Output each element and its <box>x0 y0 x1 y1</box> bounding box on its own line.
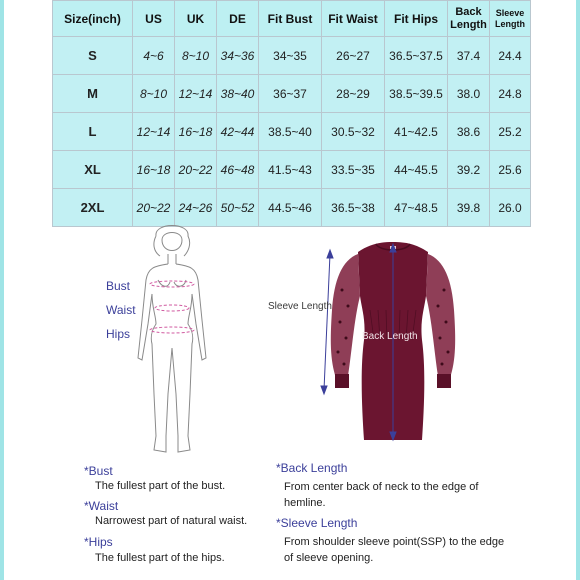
header-back-length: Back Length <box>448 1 490 37</box>
header-fit-waist: Fit Waist <box>322 1 385 37</box>
figure-label-waist: Waist <box>106 303 136 317</box>
table-header-row <box>53 1 531 37</box>
legend-sleeve-desc: From shoulder sleeve point(SSP) to the edge of sleeve opening. <box>284 536 505 564</box>
cell-size: 2XL <box>53 189 133 227</box>
size-chart-table <box>52 0 531 227</box>
cell-size: M <box>53 75 133 113</box>
cell-sleeve-length: 24.4 <box>490 37 531 75</box>
cell-uk: 16~18 <box>175 113 217 151</box>
legend-back-title: *Back Length <box>276 461 348 475</box>
cell-fit-waist: 30.5~32 <box>322 113 385 151</box>
legend-hips-title: *Hips <box>84 535 113 549</box>
cell-us: 8~10 <box>133 75 175 113</box>
cell-back-length: 38.0 <box>448 75 490 113</box>
cell-back-length: 37.4 <box>448 37 490 75</box>
cell-de: 46~48 <box>217 151 259 189</box>
cell-fit-waist: 33.5~35 <box>322 151 385 189</box>
cell-de: 50~52 <box>217 189 259 227</box>
cell-fit-waist: 28~29 <box>322 75 385 113</box>
table-row <box>53 113 531 151</box>
header-fit-bust: Fit Bust <box>259 1 322 37</box>
legend-bust-title: *Bust <box>84 464 113 478</box>
cell-de: 42~44 <box>217 113 259 151</box>
legend-waist-desc: Narrowest part of natural waist. <box>95 515 248 527</box>
cell-sleeve-length: 26.0 <box>490 189 531 227</box>
cell-fit-hips: 36.5~37.5 <box>385 37 448 75</box>
cell-size: S <box>53 37 133 75</box>
cell-fit-bust: 41.5~43 <box>259 151 322 189</box>
cell-uk: 8~10 <box>175 37 217 75</box>
right-edge-strip <box>576 0 580 580</box>
legend-waist-title: *Waist <box>84 499 119 513</box>
cell-de: 34~36 <box>217 37 259 75</box>
cell-fit-hips: 44~45.5 <box>385 151 448 189</box>
cell-us: 16~18 <box>133 151 175 189</box>
cell-fit-hips: 47~48.5 <box>385 189 448 227</box>
figure-label-bust: Bust <box>106 279 131 293</box>
cell-sleeve-length: 24.8 <box>490 75 531 113</box>
cell-fit-waist: 36.5~38 <box>322 189 385 227</box>
cell-size: L <box>53 113 133 151</box>
table-row <box>53 75 531 113</box>
header-uk: UK <box>175 1 217 37</box>
cell-us: 4~6 <box>133 37 175 75</box>
cell-uk: 12~14 <box>175 75 217 113</box>
header-size: Size(inch) <box>53 1 133 37</box>
legend-bust-desc: The fullest part of the bust. <box>95 480 226 492</box>
cell-uk: 24~26 <box>175 189 217 227</box>
header-sleeve-length: Sleeve Length <box>490 1 531 37</box>
cell-fit-waist: 26~27 <box>322 37 385 75</box>
header-us: US <box>133 1 175 37</box>
cell-fit-hips: 41~42.5 <box>385 113 448 151</box>
table-row <box>53 189 531 227</box>
cell-fit-hips: 38.5~39.5 <box>385 75 448 113</box>
cell-uk: 20~22 <box>175 151 217 189</box>
cell-us: 12~14 <box>133 113 175 151</box>
table-row <box>53 37 531 75</box>
cell-fit-bust: 44.5~46 <box>259 189 322 227</box>
back-length-label: Back Length <box>362 331 418 342</box>
cell-de: 38~40 <box>217 75 259 113</box>
legend-hips-desc: The fullest part of the hips. <box>95 552 225 564</box>
figure-label-hips: Hips <box>106 327 131 341</box>
cell-fit-bust: 34~35 <box>259 37 322 75</box>
sleeve-length-label: Sleeve Length <box>268 301 332 312</box>
legend-sleeve-title: *Sleeve Length <box>276 516 358 530</box>
left-edge-strip <box>0 0 4 580</box>
header-fit-hips: Fit Hips <box>385 1 448 37</box>
cell-fit-bust: 38.5~40 <box>259 113 322 151</box>
cell-us: 20~22 <box>133 189 175 227</box>
cell-size: XL <box>53 151 133 189</box>
cell-fit-bust: 36~37 <box>259 75 322 113</box>
table-row <box>53 151 531 189</box>
legend-back-desc: From center back of neck to the edge of hemline. <box>284 481 479 509</box>
dress-illustration <box>318 240 468 445</box>
body-figure-illustration <box>118 224 228 460</box>
header-de: DE <box>217 1 259 37</box>
cell-sleeve-length: 25.2 <box>490 113 531 151</box>
cell-back-length: 39.8 <box>448 189 490 227</box>
cell-back-length: 38.6 <box>448 113 490 151</box>
cell-back-length: 39.2 <box>448 151 490 189</box>
cell-sleeve-length: 25.6 <box>490 151 531 189</box>
